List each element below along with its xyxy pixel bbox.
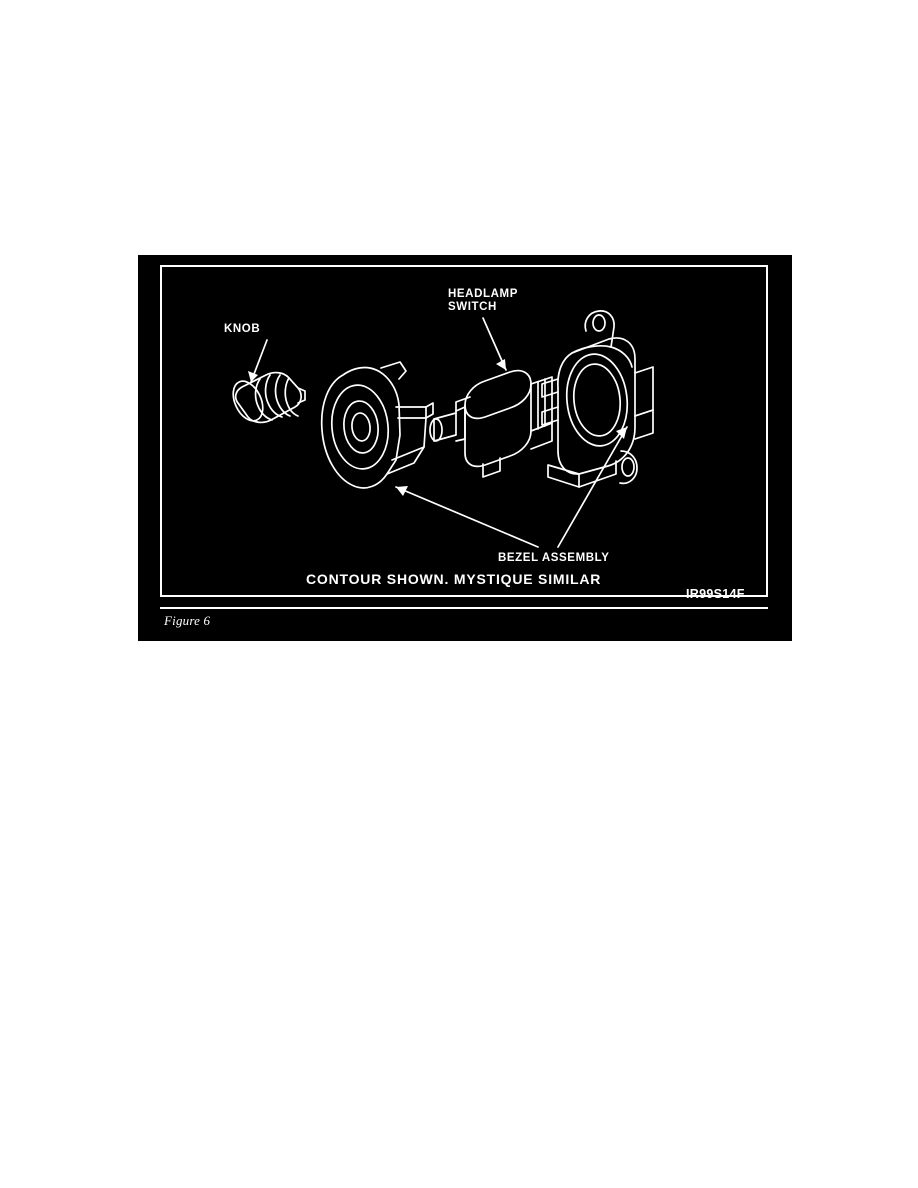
headlamp-switch-leader-line (483, 318, 506, 370)
caption-divider (160, 607, 768, 609)
figure-panel (138, 255, 792, 641)
label-headlamp-switch-line1: HEADLAMP (448, 288, 518, 300)
figure-caption: Figure 6 (164, 613, 211, 628)
label-knob: KNOB (224, 323, 261, 335)
figure-code: IR99S14F (686, 587, 745, 601)
bezel-part (322, 362, 433, 488)
figure-note: CONTOUR SHOWN. MYSTIQUE SIMILAR (306, 571, 602, 587)
switch-housing-part (542, 311, 653, 487)
label-bezel-assembly: BEZEL ASSEMBLY (498, 552, 610, 564)
label-headlamp-switch-line2: SWITCH (448, 301, 497, 313)
headlamp-switch-part (430, 371, 552, 477)
knob-part (227, 373, 305, 426)
